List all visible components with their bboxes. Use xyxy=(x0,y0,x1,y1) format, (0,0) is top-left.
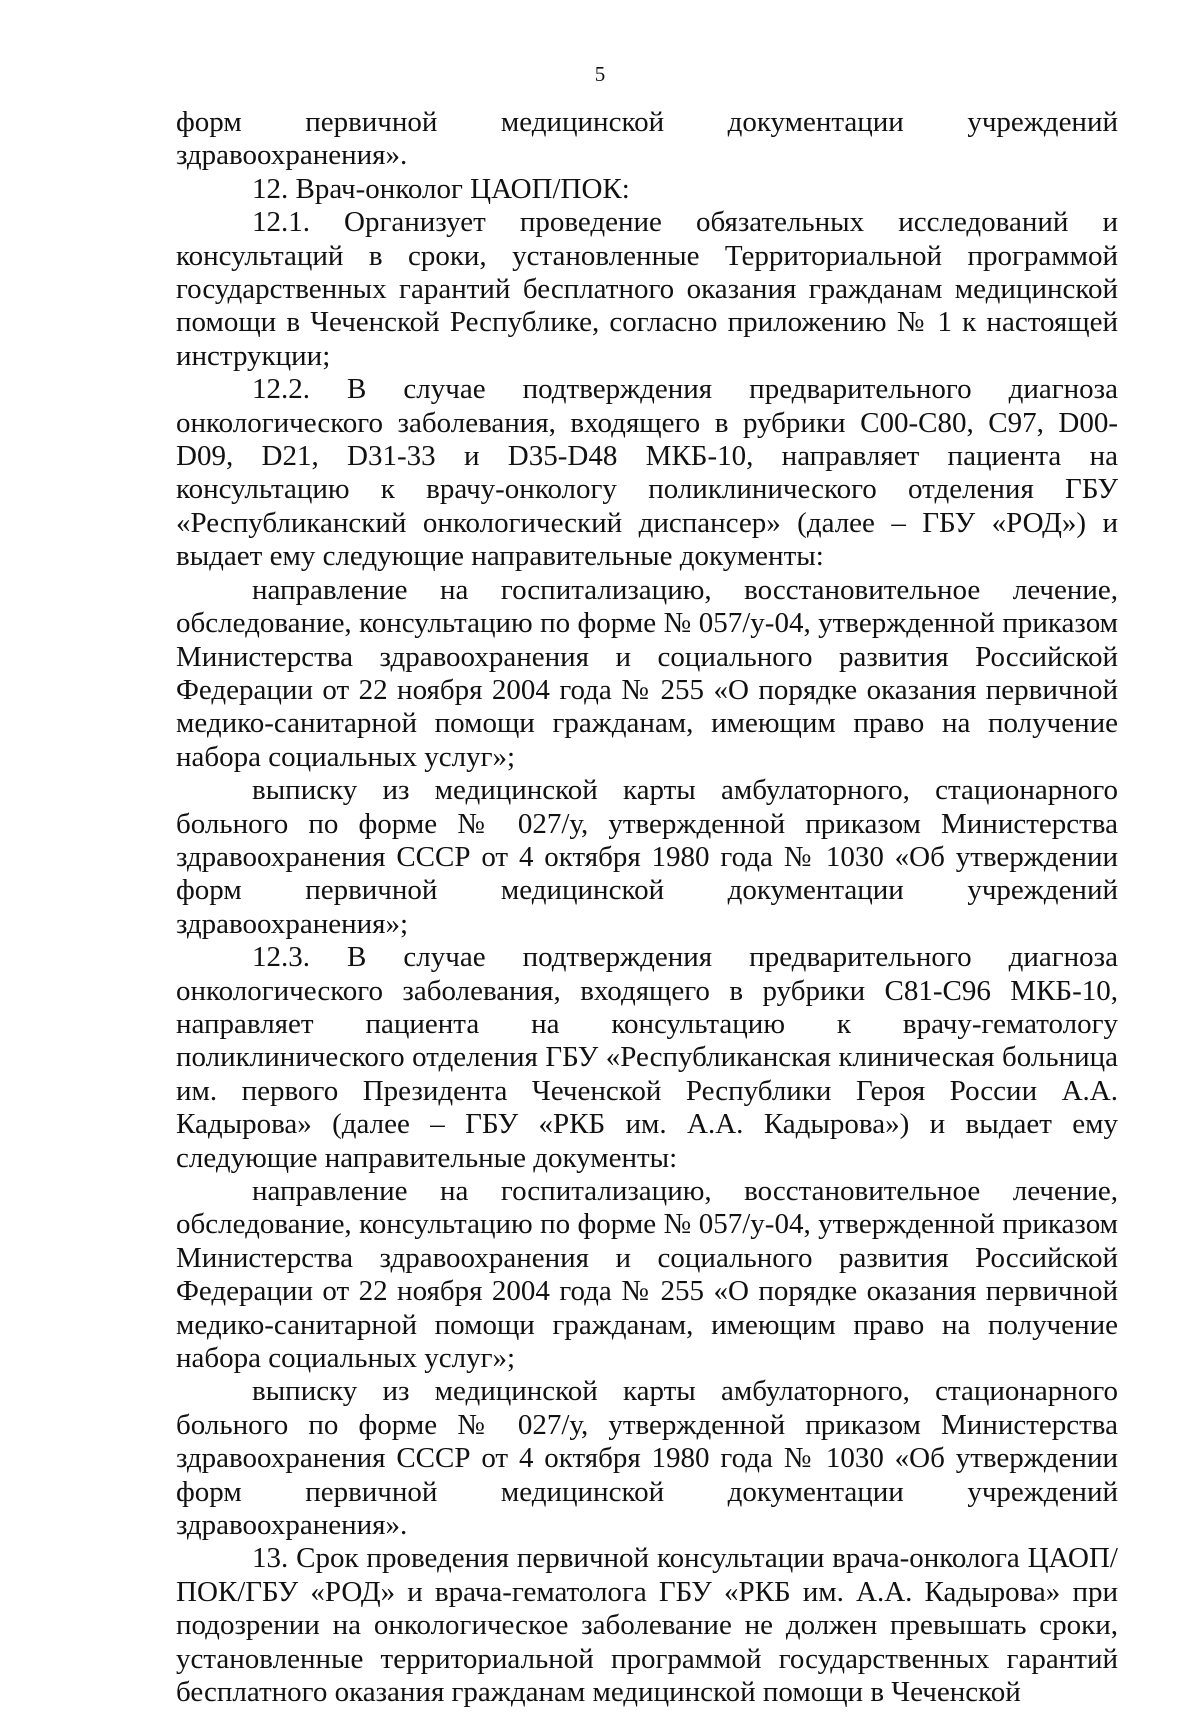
paragraph-extract-form-027: выписку из медицинской карты амбулаторного, стационарного больного по форме № 027/у, утвержденной приказом Министерства здравоохранения СССР от 4 октября 1980 года № 1030 «Об утверждении форм первичной медицинской документации учреждений здравоохранения»; xyxy=(176,774,1118,940)
paragraph-13: 13. Срок проведения первичной консультации врача-онколога ЦАОП/ПОК/ГБУ «РОД» и врача-гематолога ГБУ «РКБ им. А.А. Кадырова» при подозрении на онкологическое заболевание не должен превышать сроки, установленные территориальной программой государственных гарантий бесплатного оказания гражданам медицинской помощи в Чеченской xyxy=(176,1542,1118,1709)
paragraph-12-1: 12.1. Организует проведение обязательных исследований и консультаций в сроки, установленные Территориальной программой государственных гарантий бесплатного оказания гражданам медицинской помощи в Чеченской Республике, согласно приложению № 1 к настоящей инструкции; xyxy=(176,206,1118,372)
paragraph-12-2: 12.2. В случае подтверждения предварительного диагноза онкологического заболевания, входящего в рубрики С00-С80, С97, D00-D09, D21, D31-33 и D35-D48 МКБ-10, направляет пациента на консультацию к врачу-онкологу поликлинического отделения ГБУ «Республиканский онкологический диспансер» (далее – ГБУ «РОД») и выдает ему следующие направительные документы: xyxy=(176,373,1118,573)
paragraph-referral-form-057-hematology: направление на госпитализацию, восстановительное лечение, обследование, консультацию по форме № 057/у-04, утвержденной приказом Министерства здравоохранения и социального развития Российской Федерации от 22 ноября 2004 года № 255 «О порядке оказания первичной медико-санитарной помощи гражданам, имеющим право на получение набора социальных услуг»; xyxy=(176,1175,1118,1375)
paragraph-form-continuation: форм первичной медицинской документации учреждений здравоохранения». xyxy=(176,106,1118,172)
paragraph-extract-form-027-hematology: выписку из медицинской карты амбулаторного, стационарного больного по форме № 027/у, утвержденной приказом Министерства здравоохранения СССР от 4 октября 1980 года № 1030 «Об утверждении форм первичной медицинской документации учреждений здравоохранения». xyxy=(176,1375,1118,1542)
paragraph-12-heading: 12. Врач-онколог ЦАОП/ПОК: xyxy=(252,172,630,205)
paragraph-12-3: 12.3. В случае подтверждения предварительного диагноза онкологического заболевания, входящего в рубрики С81-С96 МКБ-10, направляет пациента на консультацию к врачу-гематологу поликлинического отделения ГБУ «Республиканская клиническая больница им. первого Президента Чеченской Республики Героя России А.А. Кадырова» (далее – ГБУ «РКБ им. А.А. Кадырова») и выдает ему следующие направительные документы: xyxy=(176,941,1118,1174)
page-number: 5 xyxy=(594,62,606,86)
document-body xyxy=(176,106,1118,1710)
paragraph-referral-form-057: направление на госпитализацию, восстановительное лечение, обследование, консультацию по форме № 057/у-04, утвержденной приказом Министерства здравоохранения и социального развития Российской Федерации от 22 ноября 2004 года № 255 «О порядке оказания первичной медико-санитарной помощи гражданам, имеющим право на получение набора социальных услуг»; xyxy=(176,573,1118,773)
